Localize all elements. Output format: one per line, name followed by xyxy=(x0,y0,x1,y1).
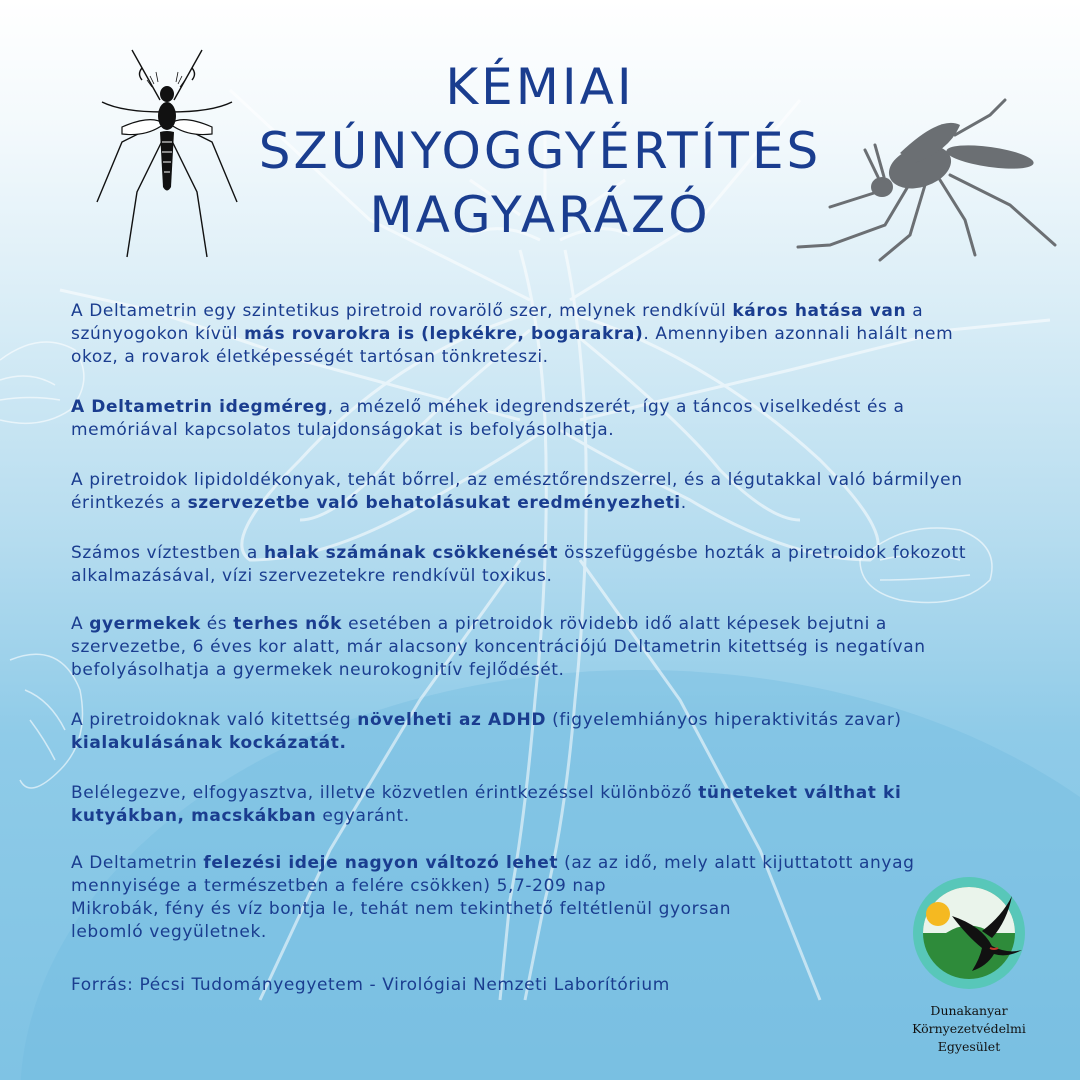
text-run: A piretroidok lipidoldékonyak, tehát bőrrel, az emésztőrendszerrel, és a légutakkal való bármilyen xyxy=(71,470,963,490)
text-line xyxy=(71,852,1041,875)
text-line xyxy=(71,974,1041,997)
bold-text: káros hatása van xyxy=(732,301,907,321)
text-line xyxy=(71,565,1041,588)
bold-text: kialakulásának kockázatát. xyxy=(71,733,347,753)
paragraph-fish-decline xyxy=(71,542,1041,588)
paragraph-source xyxy=(71,974,1041,997)
text-line xyxy=(71,396,1041,419)
bold-text: növelheti az ADHD xyxy=(357,710,547,730)
paragraph-adhd xyxy=(71,709,1041,755)
text-line xyxy=(71,346,1041,369)
text-run: alkalmazásával, vízi szervezetekre rendkívül toxikus. xyxy=(71,566,553,586)
text-line xyxy=(71,782,1041,805)
text-run: A Deltametrin xyxy=(71,853,204,873)
bold-text: halak számának csökkenését xyxy=(263,543,559,563)
bold-text: más rovarokra is (lepkékre, bogarakra) xyxy=(244,324,644,344)
text-run: befolyásolhatja a gyermekek neurokognitív fejlődését. xyxy=(71,660,565,680)
text-run: mennyisége a természetben a felére csökken) 5,7-209 nap xyxy=(71,876,607,896)
text-run: egyaránt. xyxy=(316,806,410,826)
bold-text: szervezetbe való behatolásukat eredményezheti xyxy=(187,493,681,513)
text-run: (az az idő, mely alatt kijuttatott anyag xyxy=(558,853,915,873)
text-run: , a mézelő méhek idegrendszerét, így a táncos viselkedést és a xyxy=(327,397,905,417)
text-run: okoz, a rovarok életképességét tartósan tönkreteszi. xyxy=(71,347,549,367)
text-run: összefüggésbe hozták a piretroidok fokozott xyxy=(558,543,967,563)
text-run: Belélegezve, elfogyasztva, illetve közvetlen érintkezéssel különböző xyxy=(71,783,699,803)
organization-name-line-1: Dunakanyar xyxy=(930,1003,1008,1018)
text-run: Mikrobák, fény és víz bontja le, tehát nem tekinthető feltétlenül gyorsan xyxy=(71,899,732,919)
text-line xyxy=(71,709,1041,732)
organization-name-line-3: Egyesület xyxy=(937,1039,1001,1054)
organization-name-line-2: Környezetvédelmi xyxy=(912,1021,1026,1036)
paragraph-lipid-soluble xyxy=(71,469,1041,515)
text-line xyxy=(71,323,1041,346)
text-run: memóriával kapcsolatos tulajdonságokat is befolyásolhatja. xyxy=(71,420,615,440)
text-run: lebomló vegyületnek. xyxy=(71,922,267,942)
organization-name xyxy=(892,1002,1046,1056)
text-line xyxy=(71,613,1041,636)
paragraph-half-life xyxy=(71,852,1041,944)
text-run: Számos víztestben a xyxy=(71,543,264,563)
text-line xyxy=(71,898,1041,921)
text-run: . Amennyiben azonnali halált nem xyxy=(643,324,954,344)
text-run: érintkezés a xyxy=(71,493,188,513)
text-line xyxy=(71,542,1041,565)
text-run: (figyelemhiányos hiperaktivitás zavar) xyxy=(546,710,902,730)
text-line xyxy=(71,419,1041,442)
bold-text: gyermekek xyxy=(89,614,201,634)
bold-text: terhes nők xyxy=(233,614,343,634)
text-run: esetében a piretroidok rövidebb idő alatt képesek bejutni a xyxy=(342,614,887,634)
bold-text: felezési ideje nagyon változó lehet xyxy=(203,853,559,873)
text-line xyxy=(71,469,1041,492)
text-line xyxy=(71,636,1041,659)
text-run: szervezetbe, 6 éves kor alatt, már alacsony koncentrációjú Deltametrin kitettség is negatívan xyxy=(71,637,926,657)
text-line xyxy=(71,805,1041,828)
text-run: szúnyogokon kívül xyxy=(71,324,245,344)
text-line xyxy=(71,300,1041,323)
paragraph-pets xyxy=(71,782,1041,828)
bold-text: kutyákban, macskákban xyxy=(71,806,317,826)
paragraph-deltametrin-intro xyxy=(71,300,1041,369)
organization-logo-icon xyxy=(912,876,1026,990)
bold-text: A Deltametrin idegméreg xyxy=(71,397,328,417)
title-line-1: KÉMIAI xyxy=(445,58,635,116)
paragraph-nerve-agent xyxy=(71,396,1041,442)
text-line xyxy=(71,659,1041,682)
paragraph-children-pregnant xyxy=(71,613,1041,682)
text-run: . xyxy=(680,493,687,513)
text-line xyxy=(71,921,1041,944)
text-run: A Deltametrin egy szintetikus piretroid rovarölő szer, melynek rendkívül xyxy=(71,301,733,321)
bold-text: tüneteket válthat ki xyxy=(698,783,902,803)
text-line xyxy=(71,732,1041,755)
text-run: Forrás: Pécsi Tudományegyetem - Virológiai Nemzeti Laborítórium xyxy=(71,975,670,995)
text-line xyxy=(71,492,1041,515)
text-line xyxy=(71,875,1041,898)
text-run: és xyxy=(200,614,234,634)
title-line-2: SZÚNYOGGYÉRTÍTÉS xyxy=(258,122,822,180)
text-run: a xyxy=(906,301,924,321)
title-line-3: MAGYARÁZÓ xyxy=(369,186,711,244)
text-run: A xyxy=(71,614,90,634)
text-run: A piretroidoknak való kitettség xyxy=(71,710,358,730)
